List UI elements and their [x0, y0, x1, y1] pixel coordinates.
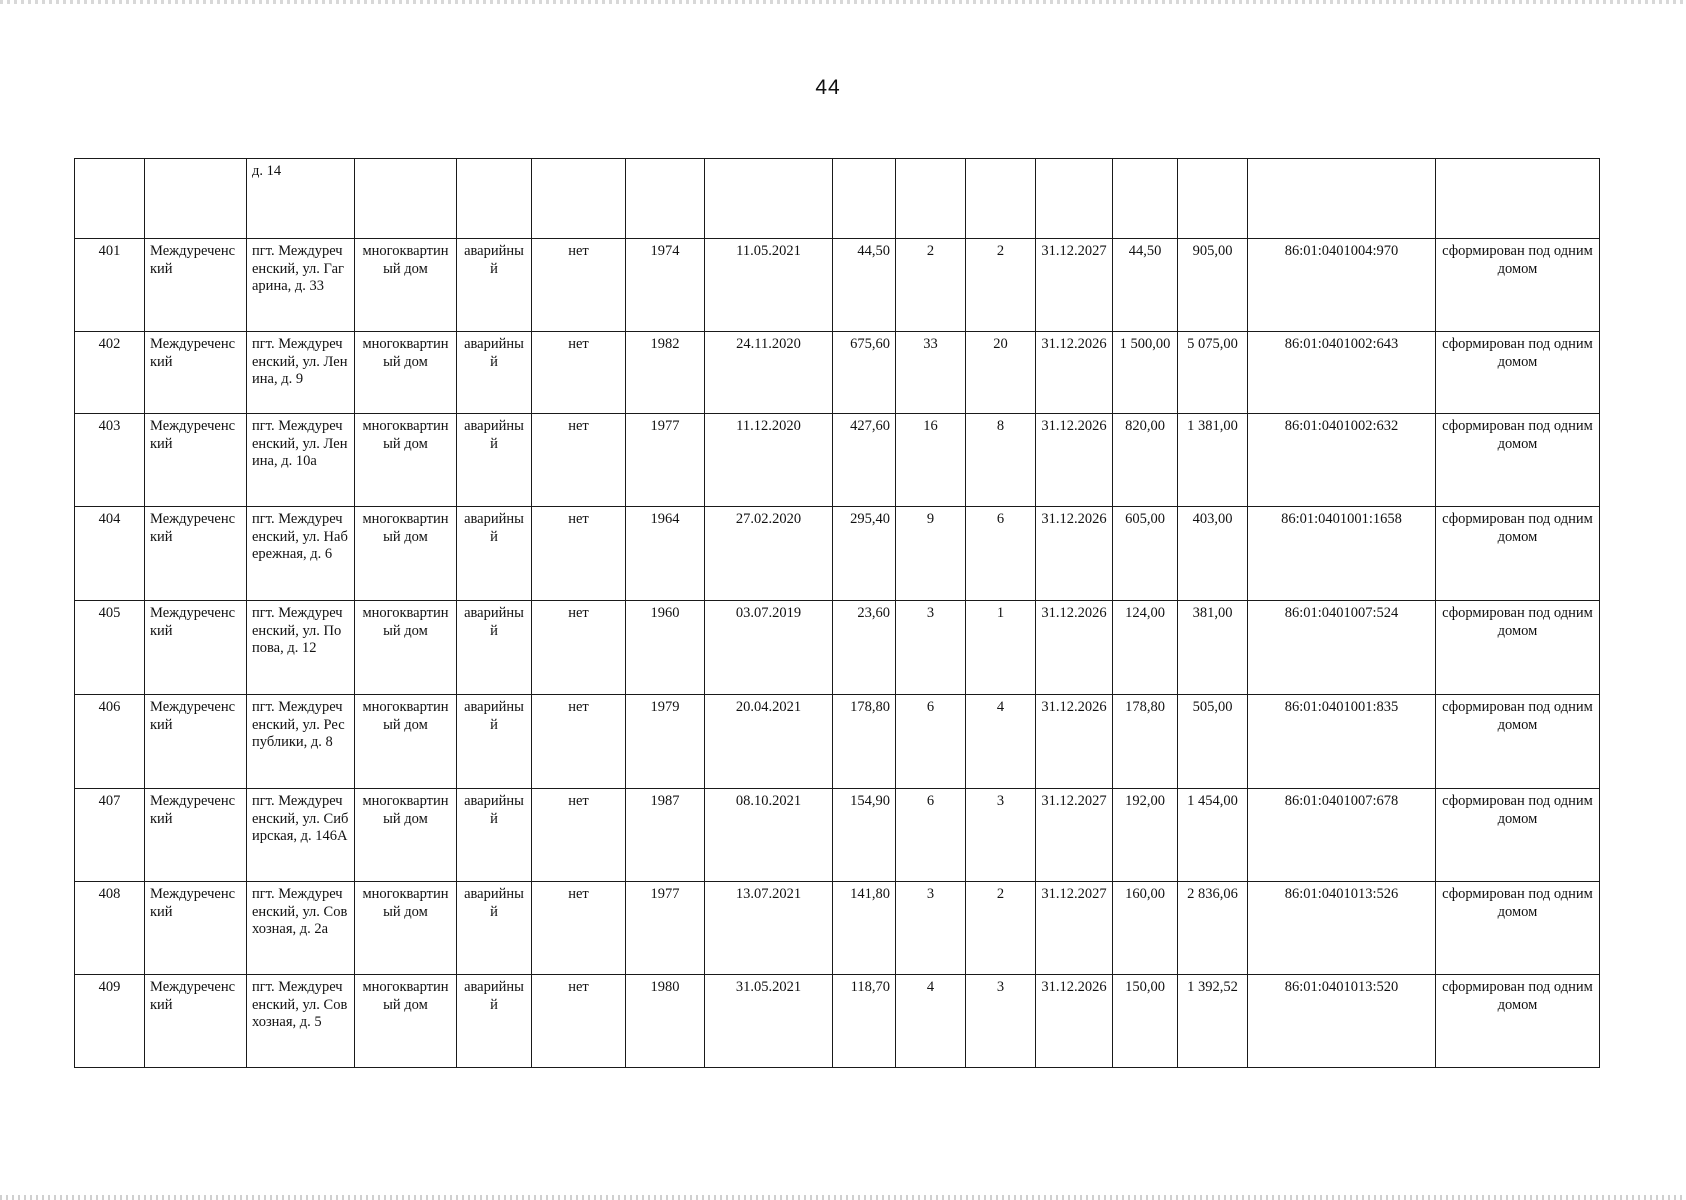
- cell-premises: 3: [966, 789, 1036, 882]
- cell-address: пгт. Междуреченский, ул. Ленина, д. 9: [247, 332, 355, 414]
- cell-condition: аварийный: [457, 239, 532, 332]
- cell-status: сформирован под одним домом: [1436, 332, 1600, 414]
- cell-cost: 1 392,52: [1178, 975, 1248, 1068]
- cell-date: 20.04.2021: [705, 695, 833, 789]
- cell-cost: 381,00: [1178, 601, 1248, 695]
- cell-municipality: Междуреченский: [145, 332, 247, 414]
- cell-cost: 505,00: [1178, 695, 1248, 789]
- cell-cost: 905,00: [1178, 239, 1248, 332]
- cell-residents: 4: [896, 975, 966, 1068]
- cell-status: сформирован под одним домом: [1436, 789, 1600, 882]
- cell-cost: 5 075,00: [1178, 332, 1248, 414]
- cell-address: д. 14: [247, 159, 355, 239]
- cell-date: 11.05.2021: [705, 239, 833, 332]
- cell-municipality: Междуреченский: [145, 975, 247, 1068]
- cell-year: [626, 159, 705, 239]
- cell-deadline: 31.12.2026: [1036, 695, 1113, 789]
- page-number: 44: [815, 76, 841, 99]
- cell-year: 1987: [626, 789, 705, 882]
- cell-cadastral: 86:01:0401001:1658: [1248, 507, 1436, 601]
- cell-house-type: многоквартиный дом: [355, 507, 457, 601]
- cell-area: 427,60: [833, 414, 896, 507]
- cell-date: 24.11.2020: [705, 332, 833, 414]
- cell-date: 31.05.2021: [705, 975, 833, 1068]
- cell-num: 403: [75, 414, 145, 507]
- cell-address: пгт. Междуреченский, ул. Попова, д. 12: [247, 601, 355, 695]
- cell-area: 675,60: [833, 332, 896, 414]
- cell-address: пгт. Междуреченский, ул. Набережная, д. 6: [247, 507, 355, 601]
- cell-residents: 9: [896, 507, 966, 601]
- cell-house-type: многоквартиный дом: [355, 239, 457, 332]
- scan-edge-top: [0, 0, 1686, 4]
- cell-year: 1964: [626, 507, 705, 601]
- cell-municipality: Междуреченский: [145, 414, 247, 507]
- cell-condition: аварийный: [457, 695, 532, 789]
- cell-municipality: Междуреченский: [145, 882, 247, 975]
- cell-premises: 8: [966, 414, 1036, 507]
- cell-status: сформирован под одним домом: [1436, 601, 1600, 695]
- cell-area2: 605,00: [1113, 507, 1178, 601]
- cell-residents: 33: [896, 332, 966, 414]
- table-row: [75, 332, 1600, 414]
- cell-status: сформирован под одним домом: [1436, 975, 1600, 1068]
- cell-cadastral: 86:01:0401004:970: [1248, 239, 1436, 332]
- cell-date: 13.07.2021: [705, 882, 833, 975]
- cell-premises: 1: [966, 601, 1036, 695]
- cell-house-type: многоквартиный дом: [355, 975, 457, 1068]
- cell-num: 402: [75, 332, 145, 414]
- cell-flag: нет: [532, 975, 626, 1068]
- cell-house-type: многоквартиный дом: [355, 332, 457, 414]
- cell-municipality: Междуреченский: [145, 695, 247, 789]
- cell-cost: 2 836,06: [1178, 882, 1248, 975]
- cell-deadline: 31.12.2026: [1036, 507, 1113, 601]
- table-row: [75, 507, 1600, 601]
- cell-area: 23,60: [833, 601, 896, 695]
- cell-year: 1979: [626, 695, 705, 789]
- cell-area: 178,80: [833, 695, 896, 789]
- cell-municipality: [145, 159, 247, 239]
- cell-residents: [896, 159, 966, 239]
- cell-flag: нет: [532, 789, 626, 882]
- cell-num: 409: [75, 975, 145, 1068]
- cell-condition: аварийный: [457, 601, 532, 695]
- cell-cadastral: 86:01:0401002:643: [1248, 332, 1436, 414]
- cell-status: сформирован под одним домом: [1436, 414, 1600, 507]
- cell-deadline: 31.12.2026: [1036, 601, 1113, 695]
- cell-residents: 16: [896, 414, 966, 507]
- cell-municipality: Междуреченский: [145, 239, 247, 332]
- cell-area2: 820,00: [1113, 414, 1178, 507]
- cell-year: 1982: [626, 332, 705, 414]
- cell-flag: нет: [532, 507, 626, 601]
- cell-premises: 6: [966, 507, 1036, 601]
- cell-condition: аварийный: [457, 789, 532, 882]
- cell-status: сформирован под одним домом: [1436, 507, 1600, 601]
- cell-cost: 1 381,00: [1178, 414, 1248, 507]
- cell-condition: аварийный: [457, 414, 532, 507]
- cell-condition: аварийный: [457, 882, 532, 975]
- cell-area2: 192,00: [1113, 789, 1178, 882]
- cell-area2: 124,00: [1113, 601, 1178, 695]
- cell-deadline: 31.12.2027: [1036, 239, 1113, 332]
- table-row: [75, 695, 1600, 789]
- cell-residents: 2: [896, 239, 966, 332]
- cell-area: 154,90: [833, 789, 896, 882]
- cell-area2: 160,00: [1113, 882, 1178, 975]
- cell-area2: 150,00: [1113, 975, 1178, 1068]
- cell-area: 295,40: [833, 507, 896, 601]
- table-row: [75, 789, 1600, 882]
- cell-flag: нет: [532, 601, 626, 695]
- cell-premises: 4: [966, 695, 1036, 789]
- cell-house-type: многоквартиный дом: [355, 789, 457, 882]
- cell-date: 08.10.2021: [705, 789, 833, 882]
- cell-date: 03.07.2019: [705, 601, 833, 695]
- cell-flag: нет: [532, 239, 626, 332]
- cell-status: сформирован под одним домом: [1436, 882, 1600, 975]
- cell-cadastral: 86:01:0401007:678: [1248, 789, 1436, 882]
- cell-area2: 178,80: [1113, 695, 1178, 789]
- table-row: [75, 975, 1600, 1068]
- cell-year: 1977: [626, 414, 705, 507]
- cell-area2: [1113, 159, 1178, 239]
- cell-house-type: многоквартиный дом: [355, 695, 457, 789]
- cell-area: 118,70: [833, 975, 896, 1068]
- cell-num: 406: [75, 695, 145, 789]
- cell-condition: аварийный: [457, 507, 532, 601]
- cell-house-type: многоквартиный дом: [355, 414, 457, 507]
- cell-date: [705, 159, 833, 239]
- cell-status: [1436, 159, 1600, 239]
- cell-house-type: многоквартиный дом: [355, 601, 457, 695]
- cell-cost: [1178, 159, 1248, 239]
- cell-premises: 20: [966, 332, 1036, 414]
- cell-date: 27.02.2020: [705, 507, 833, 601]
- scan-edge-bottom: [0, 1195, 1686, 1200]
- cell-cadastral: 86:01:0401013:526: [1248, 882, 1436, 975]
- cell-area: 44,50: [833, 239, 896, 332]
- cell-address: пгт. Междуреченский, ул. Сибирская, д. 146А: [247, 789, 355, 882]
- housing-registry-table: [74, 158, 1600, 1068]
- cell-residents: 3: [896, 601, 966, 695]
- cell-num: 407: [75, 789, 145, 882]
- table-row: [75, 239, 1600, 332]
- cell-address: пгт. Междуреченский, ул. Республики, д. 8: [247, 695, 355, 789]
- table-row: [75, 601, 1600, 695]
- cell-year: 1974: [626, 239, 705, 332]
- cell-address: пгт. Междуреченский, ул. Совхозная, д. 2а: [247, 882, 355, 975]
- cell-num: [75, 159, 145, 239]
- cell-house-type: [355, 159, 457, 239]
- cell-deadline: 31.12.2026: [1036, 414, 1113, 507]
- cell-num: 405: [75, 601, 145, 695]
- cell-address: пгт. Междуреченский, ул. Совхозная, д. 5: [247, 975, 355, 1068]
- cell-residents: 3: [896, 882, 966, 975]
- cell-premises: 2: [966, 239, 1036, 332]
- cell-deadline: [1036, 159, 1113, 239]
- cell-premises: [966, 159, 1036, 239]
- cell-year: 1980: [626, 975, 705, 1068]
- cell-deadline: 31.12.2026: [1036, 332, 1113, 414]
- cell-cost: 1 454,00: [1178, 789, 1248, 882]
- cell-flag: нет: [532, 695, 626, 789]
- cell-area: 141,80: [833, 882, 896, 975]
- cell-residents: 6: [896, 695, 966, 789]
- cell-premises: 3: [966, 975, 1036, 1068]
- cell-deadline: 31.12.2027: [1036, 882, 1113, 975]
- cell-address: пгт. Междуреченский, ул. Гагарина, д. 33: [247, 239, 355, 332]
- cell-year: 1977: [626, 882, 705, 975]
- table-row: [75, 882, 1600, 975]
- cell-deadline: 31.12.2026: [1036, 975, 1113, 1068]
- cell-status: сформирован под одним домом: [1436, 239, 1600, 332]
- cell-num: 404: [75, 507, 145, 601]
- cell-date: 11.12.2020: [705, 414, 833, 507]
- cell-deadline: 31.12.2027: [1036, 789, 1113, 882]
- cell-address: пгт. Междуреченский, ул. Ленина, д. 10а: [247, 414, 355, 507]
- cell-cadastral: 86:01:0401002:632: [1248, 414, 1436, 507]
- cell-status: сформирован под одним домом: [1436, 695, 1600, 789]
- cell-municipality: Междуреченский: [145, 789, 247, 882]
- cell-municipality: Междуреченский: [145, 507, 247, 601]
- cell-area2: 1 500,00: [1113, 332, 1178, 414]
- cell-condition: аварийный: [457, 975, 532, 1068]
- cell-num: 401: [75, 239, 145, 332]
- cell-cadastral: 86:01:0401013:520: [1248, 975, 1436, 1068]
- cell-residents: 6: [896, 789, 966, 882]
- cell-cadastral: [1248, 159, 1436, 239]
- cell-flag: нет: [532, 332, 626, 414]
- cell-condition: аварийный: [457, 332, 532, 414]
- cell-area2: 44,50: [1113, 239, 1178, 332]
- cell-municipality: Междуреченский: [145, 601, 247, 695]
- cell-cost: 403,00: [1178, 507, 1248, 601]
- cell-flag: нет: [532, 882, 626, 975]
- cell-house-type: многоквартиный дом: [355, 882, 457, 975]
- cell-cadastral: 86:01:0401007:524: [1248, 601, 1436, 695]
- cell-area: [833, 159, 896, 239]
- cell-flag: нет: [532, 414, 626, 507]
- table-row-continuation: [75, 159, 1600, 239]
- cell-premises: 2: [966, 882, 1036, 975]
- cell-cadastral: 86:01:0401001:835: [1248, 695, 1436, 789]
- table-row: [75, 414, 1600, 507]
- cell-condition: [457, 159, 532, 239]
- cell-year: 1960: [626, 601, 705, 695]
- cell-num: 408: [75, 882, 145, 975]
- cell-flag: [532, 159, 626, 239]
